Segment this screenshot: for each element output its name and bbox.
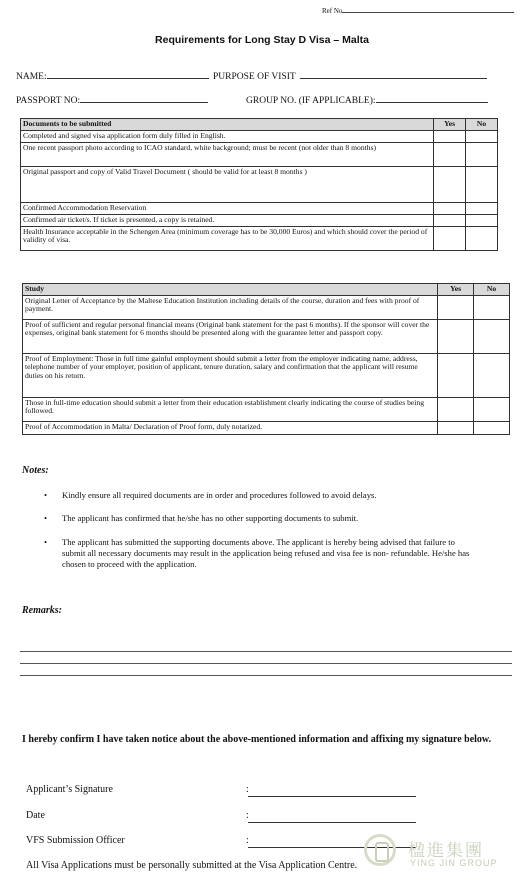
no-cell[interactable] [466, 166, 498, 202]
name-field[interactable] [16, 68, 209, 82]
table-row [23, 295, 510, 319]
row-text: Confirmed Accommodation Reservation [21, 202, 434, 214]
table-row [21, 142, 498, 166]
row-text: Proof of Employment: Those in full time gainful employment should submit a letter from the employer indicating name, address, telephone number of your employer, position of applicant, tenure duration, salary and confirmation that the applicant will resume duties on his return. [23, 353, 438, 397]
no-cell[interactable] [466, 226, 498, 250]
name-line[interactable] [47, 68, 209, 79]
name-label: NAME: [16, 72, 47, 82]
yes-cell[interactable] [434, 214, 466, 226]
notes-heading: Notes: [22, 465, 49, 476]
no-cell[interactable] [474, 353, 510, 397]
purpose-field[interactable] [213, 68, 487, 82]
header-study: Study [23, 284, 438, 296]
ref-no [322, 6, 514, 15]
remarks-line[interactable] [20, 663, 512, 664]
no-cell[interactable] [466, 142, 498, 166]
notes-list [40, 490, 470, 583]
group-field[interactable] [246, 92, 488, 106]
passport-field[interactable] [16, 92, 208, 106]
logo-emblem-icon [364, 834, 396, 866]
bullet-icon: • [44, 513, 48, 524]
remarks-line[interactable] [20, 651, 512, 652]
purpose-line[interactable] [300, 68, 487, 79]
row-text: Completed and signed visa application form duly filled in English. [21, 130, 434, 142]
table-row [21, 226, 498, 250]
ref-no-label: Ref No [322, 7, 343, 15]
table-row [21, 130, 498, 142]
yes-cell[interactable] [434, 142, 466, 166]
colon: : [246, 784, 249, 795]
table-header-row [23, 284, 510, 296]
no-cell[interactable] [466, 214, 498, 226]
ref-no-line[interactable] [342, 6, 514, 13]
row-text: One recent passport photo according to ICAO standard, white background; must be recent (not older than 8 months) [21, 142, 434, 166]
purpose-label: PURPOSE OF VISIT [213, 72, 296, 82]
logo-chinese-text: 楹進集團 [408, 841, 484, 861]
remarks-line[interactable] [20, 675, 512, 676]
row-text: Health Insurance acceptable in the Schengen Area (minimum coverage has to be 30,000 Euros) and which should cover the period of validity of visa. [21, 226, 434, 250]
table-row [21, 166, 498, 202]
yes-cell[interactable] [438, 319, 474, 353]
no-cell[interactable] [474, 421, 510, 434]
date-line[interactable] [248, 812, 416, 823]
documents-table [20, 118, 498, 251]
header-no: No [474, 284, 510, 296]
no-cell[interactable] [474, 295, 510, 319]
row-text: Original Letter of Acceptance by the Maltese Education Institution including details of the course, duration and fees with proof of payment. [23, 295, 438, 319]
table-row [21, 202, 498, 214]
note-text: Kindly ensure all required documents are in order and procedures followed to avoid delays. [62, 490, 377, 500]
table-header-row [21, 119, 498, 131]
yes-cell[interactable] [434, 226, 466, 250]
watermark-logo [364, 834, 514, 878]
bullet-icon: • [44, 536, 48, 547]
yes-cell[interactable] [438, 295, 474, 319]
yes-cell[interactable] [434, 130, 466, 142]
applicant-signature-line[interactable] [248, 786, 416, 797]
row-text: Original passport and copy of Valid Travel Document ( should be valid for at least 8 months ) [21, 166, 434, 202]
header-documents: Documents to be submitted [21, 119, 434, 131]
table-row [23, 319, 510, 353]
table-row [21, 214, 498, 226]
yes-cell[interactable] [434, 202, 466, 214]
header-no: No [466, 119, 498, 131]
logo-english-text: YING JIN GROUP [410, 858, 498, 868]
applicant-signature-label: Applicant’s Signature [26, 784, 113, 795]
list-item [40, 490, 470, 501]
no-cell[interactable] [474, 397, 510, 421]
group-label: GROUP NO. (IF APPLICABLE): [246, 96, 376, 106]
table-row [23, 353, 510, 397]
header-yes: Yes [438, 284, 474, 296]
table-row [23, 397, 510, 421]
yes-cell[interactable] [438, 397, 474, 421]
date-label: Date [26, 810, 45, 821]
passport-line[interactable] [80, 92, 208, 103]
passport-label: PASSPORT NO: [16, 96, 81, 106]
no-cell[interactable] [466, 202, 498, 214]
yes-cell[interactable] [438, 353, 474, 397]
note-text: The applicant has submitted the supporting documents above. The applicant is hereby being advised that failure to submit all necessary documents may result in the application being refused and visa fee is non- refundable. He/she has chosen to proceed with the application. [62, 536, 470, 570]
remarks-heading: Remarks: [22, 605, 62, 616]
confirmation-text: I hereby confirm I have taken notice about the above-mentioned information and affixing my signature below. [22, 734, 492, 745]
group-line[interactable] [376, 92, 488, 103]
row-text: Proof of sufficient and regular personal financial means (Original bank statement for the past 6 months). If the sponsor will cover the expenses, original bank statement for 6 months should be presented along with the guarantee letter and passport copy. [23, 319, 438, 353]
colon: : [246, 835, 249, 846]
no-cell[interactable] [466, 130, 498, 142]
row-text: Proof of Accommodation in Malta/ Declaration of Proof form, duly notarized. [23, 421, 438, 434]
page-title: Requirements for Long Stay D Visa – Malta [155, 34, 369, 46]
no-cell[interactable] [474, 319, 510, 353]
list-item [40, 513, 470, 524]
study-table [22, 283, 510, 435]
row-text: Those in full-time education should submit a letter from their education establishment clearly indicating the course of studies being followed. [23, 397, 438, 421]
row-text: Confirmed air ticket/s. If ticket is presented, a copy is retained. [21, 214, 434, 226]
bullet-icon: • [44, 490, 48, 500]
yes-cell[interactable] [438, 421, 474, 434]
yes-cell[interactable] [434, 166, 466, 202]
colon: : [246, 810, 249, 821]
footer-note: All Visa Applications must be personally submitted at the Visa Application Centre. [26, 860, 358, 871]
officer-label: VFS Submission Officer [26, 835, 125, 846]
note-text: The applicant has confirmed that he/she has no other supporting documents to submit. [62, 513, 359, 524]
list-item [40, 537, 470, 571]
header-yes: Yes [434, 119, 466, 131]
table-row [23, 421, 510, 434]
